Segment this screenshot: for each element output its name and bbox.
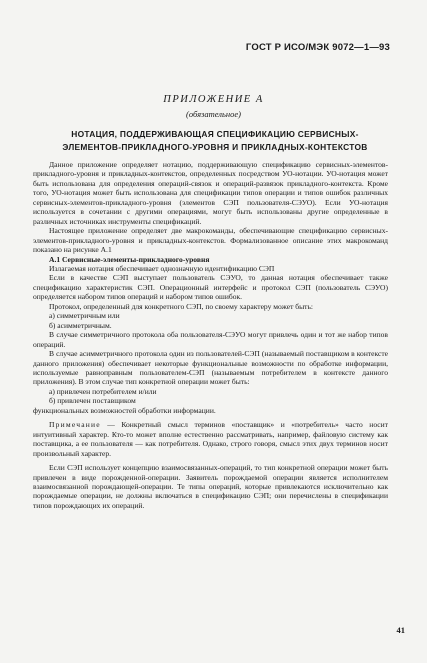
paragraph: Настоящее приложение определяет две макрокоманды, обеспечивающие спецификацию сервисных-элементов-прикладного-уровня и прикладных-контекстов. Формализованное описание этих макрокоманд показано на рисунке А.1	[33, 226, 388, 255]
list-item: б) асимметричным.	[49, 320, 112, 330]
list-item: б) привлечен поставщиком	[49, 396, 136, 406]
appendix-note: (обязательное)	[186, 109, 241, 119]
paragraph: Если СЭП использует концепцию взаимосвязанных-операций, то тип конкретной операции может быть привлечен в виде порожденной-операции. Заявитель порождаемой операции является исполнителем взаимосвязанной порождающей-операции. Те типы операций, которые привлекаются исключительно как порождаемые операции, не должны включаться в спецификацию СЭП; они перечислены в спецификации типов порождающих их операций.	[33, 463, 388, 510]
appendix-title: ПРИЛОЖЕНИЕ А	[163, 94, 264, 105]
note-label: Примечание	[49, 420, 101, 430]
list-item: а) привлечен потребителем и/или	[49, 386, 157, 396]
note	[33, 420, 388, 458]
paragraph: В случае асимметричного протокола один из пользователей-СЭП (называемый поставщиком в контексте данного приложения) обеспечивает некоторые функциональные возможности по обработке информации, используемые равноправным пользователем-СЭП (называемым потребителем в контексте данного приложения). В этом случае тип конкретной операции может быть:	[33, 349, 388, 387]
note-text: — Конкретный смысл терминов «поставщик» и «потребитель» часто носит интуитивный характер. Кто-то может вполне естественно рассматривать, например, файловую систему как поставщика, а ее пользователя — как потребителя. Однако, строго говоря, смысл этих двух терминов носит произвольный характер.	[33, 420, 388, 458]
paragraph: Протокол, определенный для конкретного СЭП, по своему характеру может быть:	[49, 301, 314, 311]
subsection-heading: А.1 Сервисные-элементы-прикладного-уровня	[49, 254, 210, 264]
paragraph: В случае симметричного протокола оба пользователя-СЭУО могут привлечь один и тот же набор типов операций.	[33, 330, 388, 349]
list-item: а) симметричным или	[49, 311, 120, 321]
page-number: 41	[396, 625, 405, 635]
standard-code-header: ГОСТ Р ИСО/МЭК 9072—1—93	[245, 42, 390, 53]
section-title-line: ЭЛЕМЕНТОВ-ПРИКЛАДНОГО-УРОВНЯ И ПРИКЛАДНЫХ-КОНТЕКСТОВ	[62, 142, 368, 152]
paragraph: Данное приложение определяет нотацию, поддерживающую спецификацию сервисных-элементов-прикладного-уровня и прикладных-контекстов, определенных посредством УО-нотации. УО-нотация может быть использована для определения операций-связок и операций-развязок прикладного-контекста. Кроме того, УО-нотация может быть использована для спецификации типов операции и типов ошибок различных сервисных-элементов-прикладного-уровня (элементов СЭП пользователя-СЭУО). Если УО-нотация используется в сочетании с другими операциями, могут быть использованы другие определенные в различных источниках инструменты спецификаций.	[33, 160, 388, 226]
paragraph: функциональных возможностей обработки информации.	[33, 405, 216, 415]
section-title-line: НОТАЦИЯ, ПОДДЕРЖИВАЮЩАЯ СПЕЦИФИКАЦИЮ СЕРВИСНЫХ-	[71, 129, 359, 139]
paragraph: Излагаемая нотация обеспечивает однозначную идентификацию СЭП	[49, 263, 275, 273]
body-text	[33, 160, 388, 510]
paragraph: Если в качестве СЭП выступает пользователь СЭУО, то данная нотация обеспечивает также спецификацию характеристик СЭП. Операционный интерфейс и протокол СЭП (пользователь СЭУО) определяется набором типов операций и набором типов ошибок.	[33, 273, 388, 302]
section-title	[20, 128, 410, 154]
